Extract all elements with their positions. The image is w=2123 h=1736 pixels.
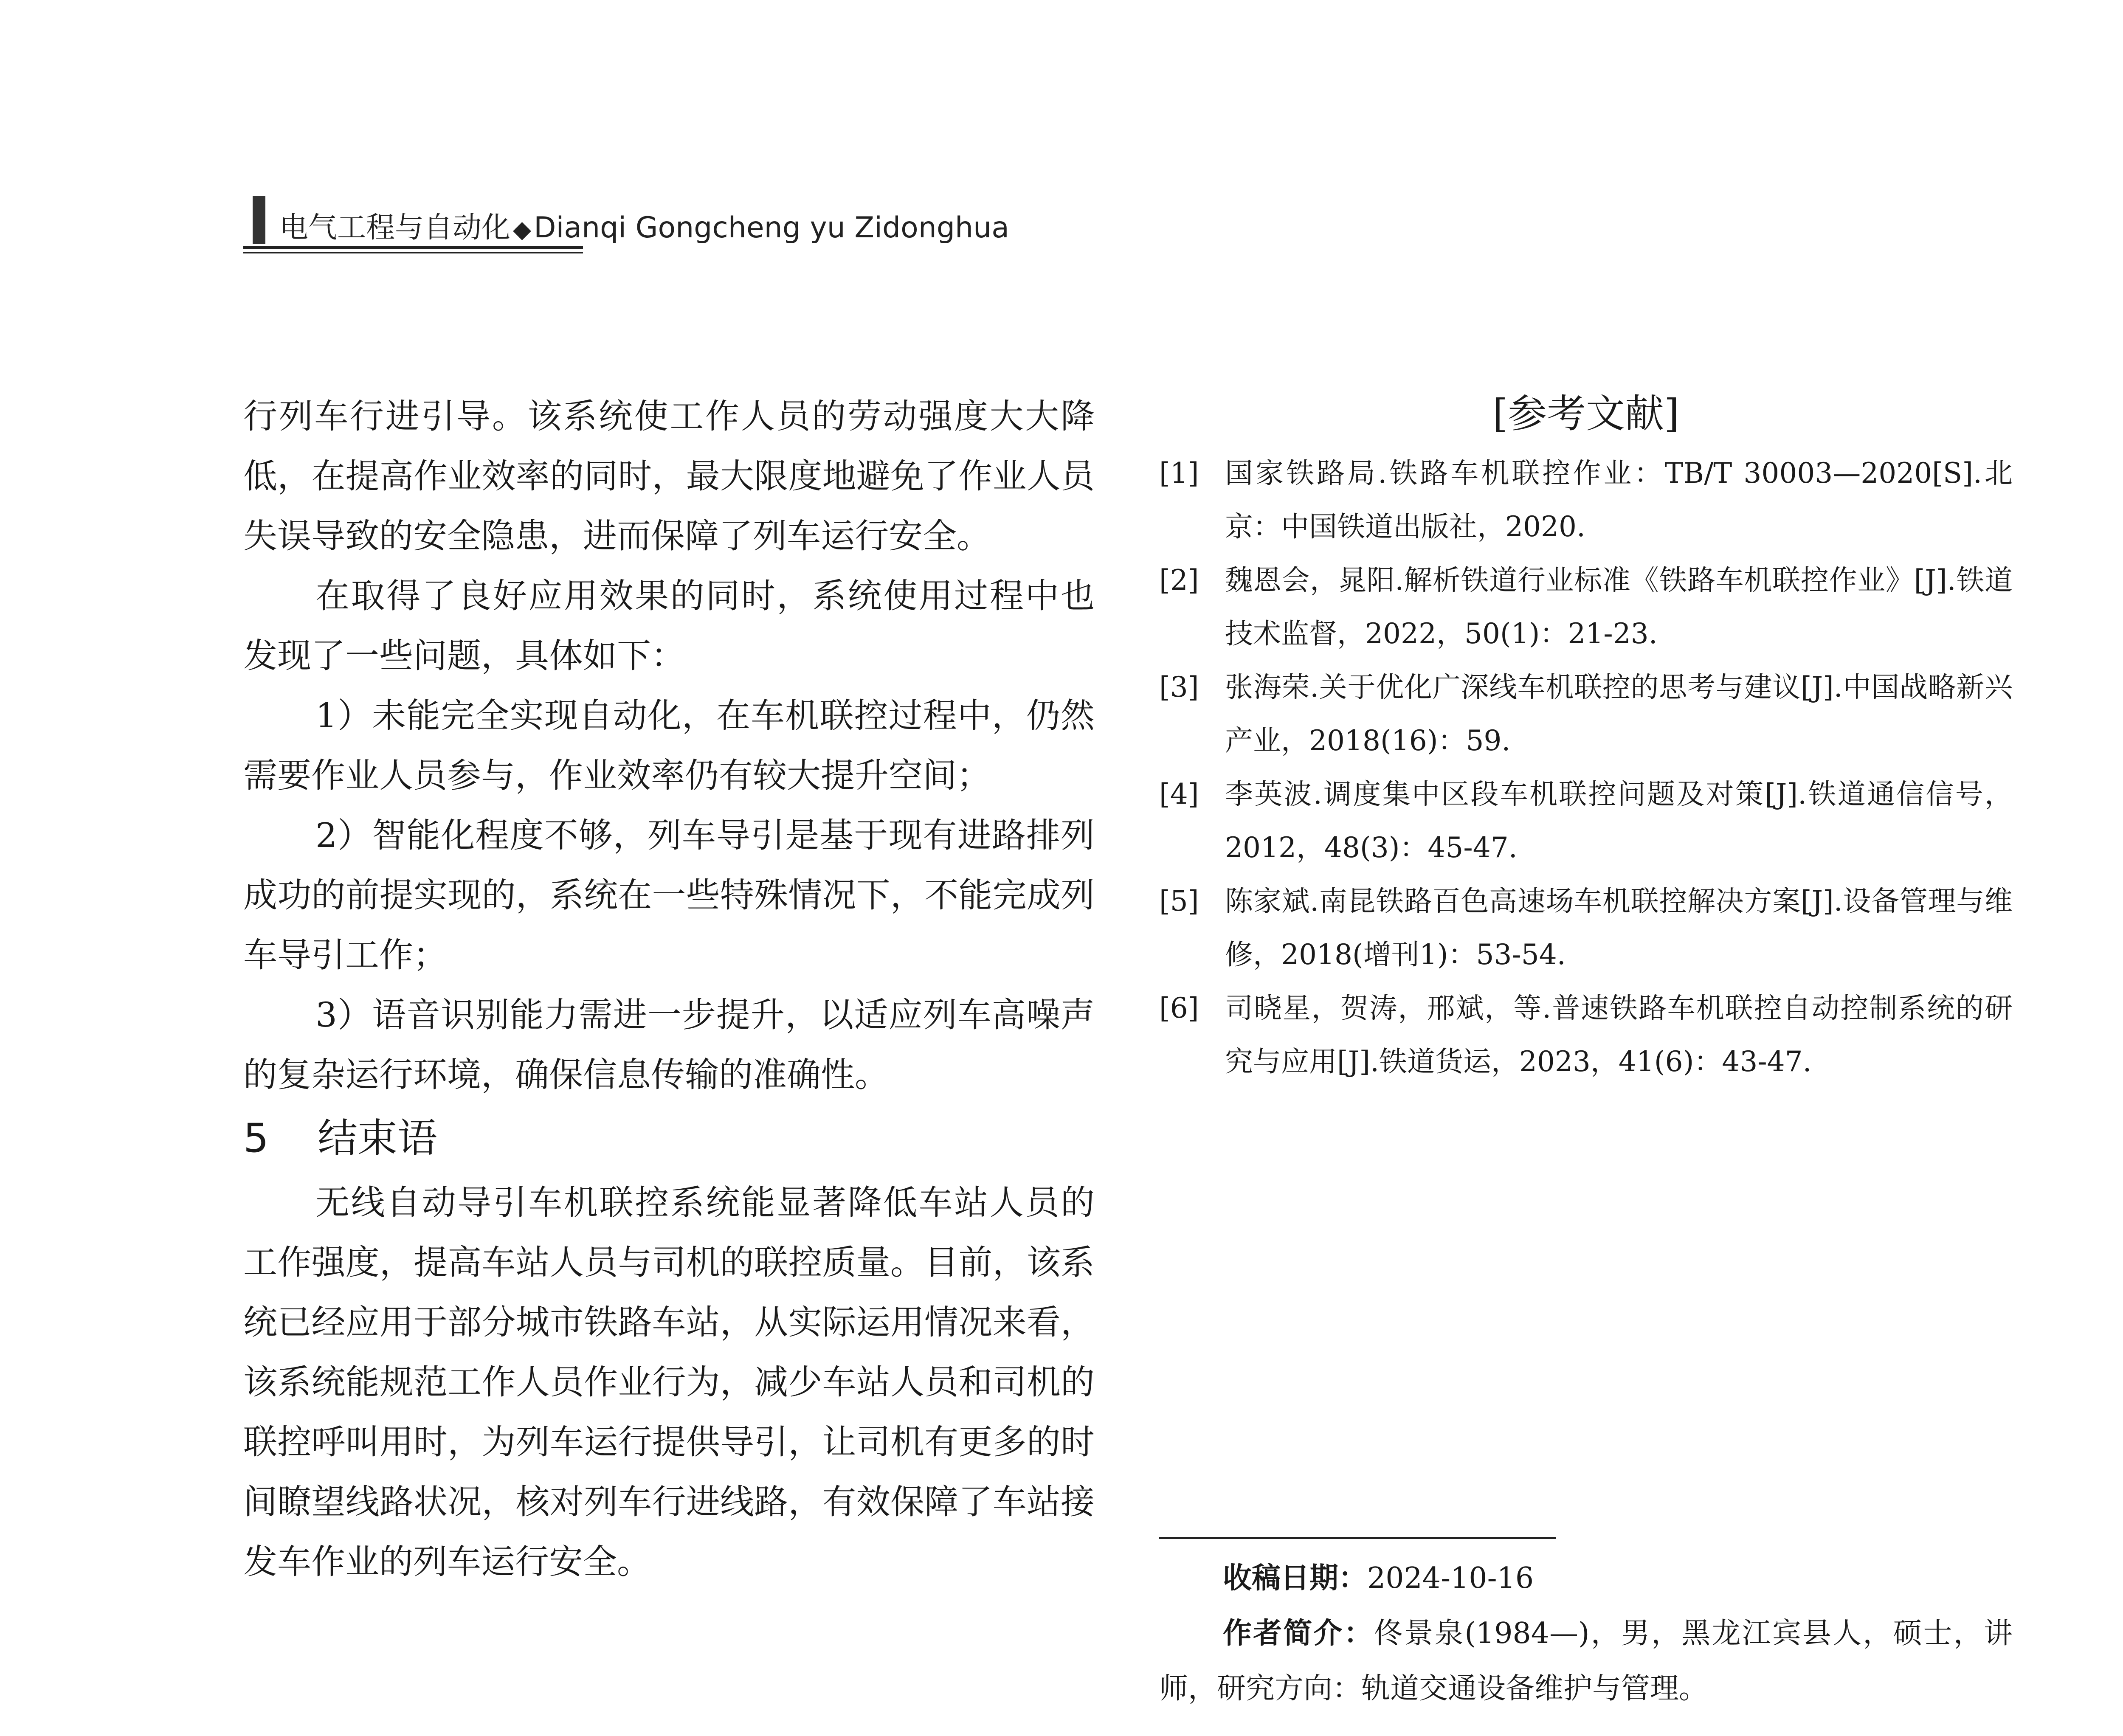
reference-number: [2] (1159, 564, 1199, 596)
problem-item-1: 1）未能完全实现自动化，在车机联控过程中，仍然需要作业人员参与，作业效率仍有较大提升空间； (243, 696, 1095, 795)
header-marker-bar (253, 196, 265, 244)
header-rule-thick (243, 246, 583, 249)
reference-item (1159, 447, 2013, 554)
header-text (279, 205, 1009, 246)
right-column (1159, 386, 2013, 1089)
reference-text: 国家铁路局.铁路车机联控作业：TB/T 30003—2020[S].北京：中国铁道出版社，2020. (1225, 457, 2013, 543)
references-title: [参考文献] (1492, 391, 1679, 436)
reference-item (1159, 661, 2013, 768)
diamond-separator-icon: ◆ (513, 216, 532, 243)
reference-item (1159, 554, 2013, 661)
reference-item (1159, 982, 2013, 1089)
reference-number: [6] (1159, 992, 1199, 1024)
header-rule-thin (243, 252, 583, 253)
reference-number: [5] (1159, 885, 1199, 917)
body-paragraph: 行列车行进引导。该系统使工作人员的劳动强度大大降低，在提高作业效率的同时，最大限度地避免了作业人员失误导致的安全隐患，进而保障了列车运行安全。 (243, 397, 1095, 556)
received-date (1159, 1551, 2013, 1606)
reference-number: [1] (1159, 457, 1199, 490)
reference-number: [4] (1159, 778, 1199, 810)
conclusion-paragraph: 无线自动导引车机联控系统能显著降低车站人员的工作强度，提高车站人员与司机的联控质量。目前，该系统已经应用于部分城市铁路车站，从实际运用情况来看，该系统能规范工作人员作业行为，减少车站人员和司机的联控呼叫用时，为列车运行提供导引，让司机有更多的时间瞭望线路状况，核对列车行进线路，有效保障了车站接发车作业的列车运行安全。 (243, 1183, 1095, 1581)
author-bio-label: 作者简介： (1223, 1617, 1374, 1650)
body-paragraph: 在取得了良好应用效果的同时，系统使用过程中也发现了一些问题，具体如下： (243, 576, 1095, 675)
reference-number: [3] (1159, 671, 1199, 703)
running-header (243, 196, 1009, 253)
reference-text: 魏恩会，晁阳.解析铁道行业标准《铁路车机联控作业》[J].铁道技术监督，2022，50(1)：21-23. (1225, 564, 2013, 650)
left-column (243, 386, 1095, 1592)
section-number: 5 (243, 1115, 269, 1162)
reference-text: 张海荣.关于优化广深线车机联控的思考与建议[J].中国战略新兴产业，2018(16)：59. (1225, 671, 2013, 757)
footnote-rule (1159, 1537, 1556, 1539)
problem-item-2: 2）智能化程度不够，列车导引是基于现有进路排列成功的前提实现的，系统在一些特殊情况下，不能完成列车导引工作； (243, 816, 1095, 975)
header-title-cn: 电气工程与自动化 (279, 211, 511, 245)
article-footnote (1159, 1537, 2013, 1716)
author-bio (1159, 1606, 2013, 1716)
header-title-pinyin: Dianqi Gongcheng yu Zidonghua (534, 211, 1009, 245)
reference-text: 李英波.调度集中区段车机联控问题及对策[J].铁道通信信号，2012，48(3)：45-47. (1225, 778, 2013, 864)
reference-text: 陈家斌.南昆铁路百色高速场车机联控解决方案[J].设备管理与维修，2018(增刊1)：53-54. (1225, 885, 2013, 971)
reference-item (1159, 768, 2013, 875)
received-date-label: 收稿日期： (1223, 1562, 1368, 1595)
problem-item-3: 3）语音识别能力需进一步提升，以适应列车高噪声的复杂运行环境，确保信息传输的准确性。 (243, 995, 1095, 1094)
section-title: 结束语 (318, 1115, 438, 1162)
reference-text: 司晓星，贺涛，邢斌，等.普速铁路车机联控自动控制系统的研究与应用[J].铁道货运，2023，41(6)：43-47. (1225, 992, 2013, 1078)
section-heading (243, 1105, 1095, 1173)
received-date-value: 2024-10-16 (1367, 1562, 1534, 1595)
author-bio-value: 佟景泉(1984—)，男，黑龙江宾县人，硕士，讲师，研究方向：轨道交通设备维护与管理。 (1159, 1617, 2013, 1705)
reference-item (1159, 875, 2013, 982)
